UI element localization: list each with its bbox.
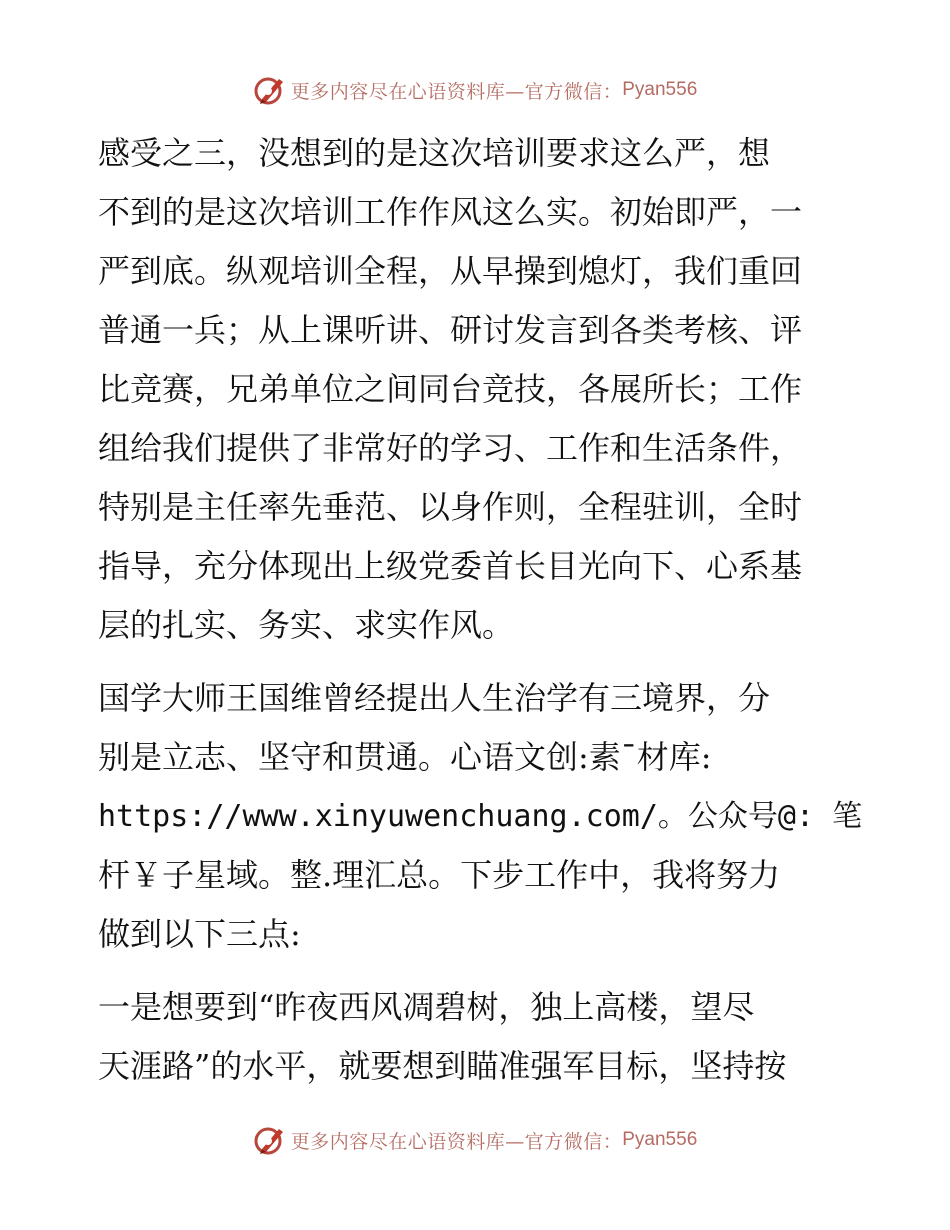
text-line: 别是立志、坚守和贯通。心语文创:素¯材库: [98,738,712,776]
text-line: 感受之三，没想到的是这次培训要求这么严，想 [98,134,771,172]
paragraph-3 [98,978,850,1096]
text-line: 国学大师王国维曾经提出人生治学有三境界，分 [98,679,771,717]
text-line: 指导，充分体现出上级党委首长目光向下、心系基 [98,547,803,585]
text-line: 杆￥子星域。整.理汇总。下步工作中，我将努力 [98,856,781,894]
text-line: 不到的是这次培训工作作风这么实。初始即严，一 [98,193,803,231]
document-body [98,124,863,1110]
watermark-account: Pyan556 [622,1129,698,1150]
text-line: 层的扎实、务实、求实作风。 [98,606,515,644]
text-line: 天涯路”的水平，就要想到瞄准强军目标，坚持按 [98,1047,787,1085]
text-line: 比竞赛，兄弟单位之间同台竞技，各展所长；工作 [98,370,803,408]
watermark-text: 更多内容尽在心语资料库—官方微信： [290,1130,623,1153]
paragraph-2 [98,669,863,964]
text-line: 一是想要到“昨夜西风凋碧树，独上高楼，望尽 [98,988,755,1026]
pen-logo-icon [253,73,287,107]
watermark-account: Pyan556 [622,79,698,100]
footer-watermark [0,1120,950,1160]
text-line-url: https://www.xinyuwenchuang.com/。公众号@: 笔 [98,799,863,834]
text-line: 组给我们提供了非常好的学习、工作和生活条件， [98,429,803,467]
paragraph-1 [98,124,850,655]
text-line: 严到底。纵观培训全程，从早操到熄灯，我们重回 [98,252,803,290]
text-line: 特别是主任率先垂范、以身作则，全程驻训，全时 [98,488,803,526]
watermark-text: 更多内容尽在心语资料库—官方微信： [290,80,623,103]
text-line: 做到以下三点: [98,915,301,953]
pen-logo-icon [253,1123,287,1157]
header-watermark [0,70,950,110]
text-line: 普通一兵；从上课听讲、研讨发言到各类考核、评 [98,311,803,349]
